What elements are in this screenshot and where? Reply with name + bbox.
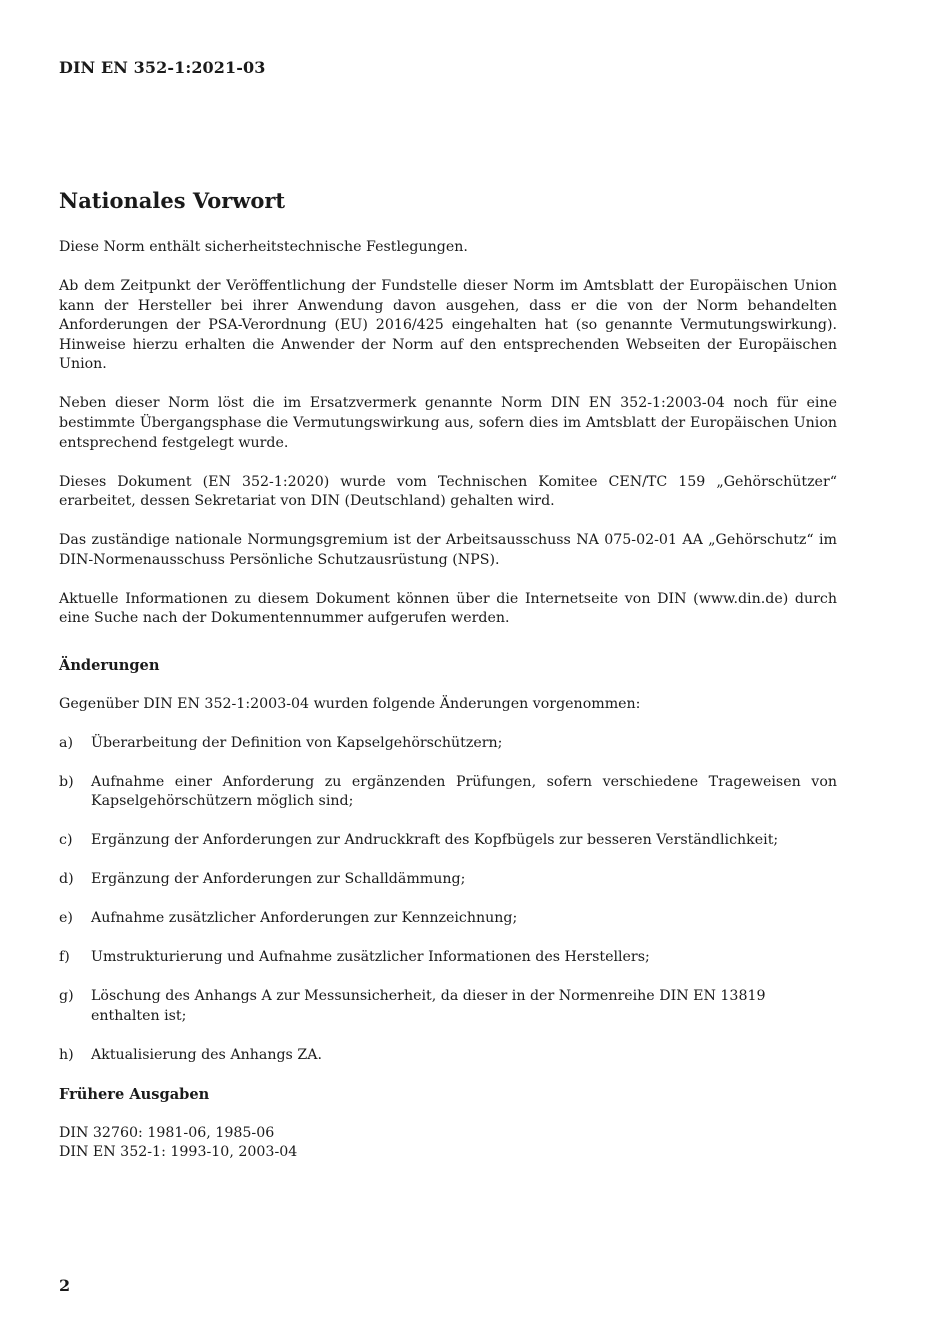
change-item-f <box>59 948 837 968</box>
change-item-letter: d) <box>59 871 74 888</box>
change-item-text: Umstrukturierung und Aufnahme zusätzlicher Informationen des Herstellers; <box>91 949 650 966</box>
earlier-editions-heading: Frühere Ausgaben <box>59 1085 210 1103</box>
change-item-g <box>59 987 837 1026</box>
change-item-c <box>59 831 837 851</box>
change-item-b <box>59 773 837 812</box>
change-item-letter: h) <box>59 1046 74 1063</box>
foreword-paragraph-1: Diese Norm enthält sicherheitstechnische Festlegungen. <box>59 239 468 255</box>
foreword-paragraph-4: Dieses Dokument (EN 352-1:2020) wurde vom Technischen Komitee CEN/TC 159 „Gehörschützer“ erarbeitet, dessen Sekretariat von DIN (Deutschland) gehalten wird. <box>59 473 837 510</box>
earlier-edition-line: DIN EN 352-1: 1993-10, 2003-04 <box>59 1144 298 1161</box>
change-item-text: Aufnahme zusätzlicher Anforderungen zur Kennzeichnung; <box>91 910 518 927</box>
foreword-paragraph-3: Neben dieser Norm löst die im Ersatzvermerk genannte Norm DIN EN 352-1:2003-04 noch für eine bestimmte Übergangsphase die Vermutungswirkung aus, sofern dies im Amtsblatt der Europäischen Union entsprechend festgelegt wurde. <box>59 395 837 451</box>
change-item-letter: e) <box>59 910 73 927</box>
change-item-text: Aufnahme einer Anforderung zu ergänzenden Prüfungen, sofern verschiedene Trageweisen von Kapselgehörschützern möglich sind; <box>91 773 837 810</box>
change-item-e <box>59 909 837 929</box>
document-page <box>59 0 837 1343</box>
foreword-content <box>59 186 837 1163</box>
page-number: 2 <box>59 1276 71 1295</box>
change-item-letter: c) <box>59 832 73 849</box>
change-item-d <box>59 870 837 890</box>
change-item-h <box>59 1046 837 1066</box>
change-item-letter: f) <box>59 949 70 966</box>
change-item-text: Ergänzung der Anforderungen zur Schalldämmung; <box>91 871 466 888</box>
foreword-paragraph-2: Ab dem Zeitpunkt der Veröffentlichung der Fundstelle dieser Norm im Amtsblatt der Europäischen Union kann der Hersteller bei ihrer Anwendung davon ausgehen, dass er die von der Norm behandelten Anforderungen der PSA-Verordnung (EU) 2016/425 eingehalten hat (so genannte Vermutungswirkung). Hinweise hierzu erhalten die Anwender der Norm auf den entsprechenden Webseiten der Europäischen Union. <box>59 277 837 373</box>
change-item-letter: g) <box>59 988 74 1005</box>
change-item-a <box>59 734 837 754</box>
foreword-paragraph-5: Das zuständige nationale Normungsgremium ist der Arbeitsausschuss NA 075-02-01 AA „Gehörschutz“ im DIN-Normenausschuss Persönliche Schutzausrüstung (NPS). <box>59 532 837 568</box>
document-id-header: DIN EN 352-1:2021-03 <box>59 58 266 77</box>
change-item-text: Überarbeitung der Definition von Kapselgehörschützern; <box>91 734 503 751</box>
change-item-text: Aktualisierung des Anhangs ZA. <box>91 1046 322 1063</box>
changes-heading: Änderungen <box>59 656 160 674</box>
changes-list <box>59 734 837 1066</box>
foreword-paragraph-6: Aktuelle Informationen zu diesem Dokument können über die Internetseite von DIN (www.din.de) durch eine Suche nach der Dokumentennummer aufgerufen werden. <box>59 590 837 627</box>
changes-intro: Gegenüber DIN EN 352-1:2003-04 wurden folgende Änderungen vorgenommen: <box>59 695 641 712</box>
change-item-letter: a) <box>59 734 73 751</box>
earlier-edition-line: DIN 32760: 1981-06, 1985-06 <box>59 1124 275 1141</box>
earlier-editions-list <box>59 1124 837 1163</box>
change-item-letter: b) <box>59 773 74 790</box>
change-item-text: Löschung des Anhangs A zur Messunsicherheit, da dieser in der Normenreihe DIN EN 13819 enthalten ist; <box>91 988 766 1024</box>
change-item-text: Ergänzung der Anforderungen zur Andruckkraft des Kopfbügels zur besseren Verständlichkeit; <box>91 832 779 849</box>
section-title: Nationales Vorwort <box>59 188 286 213</box>
